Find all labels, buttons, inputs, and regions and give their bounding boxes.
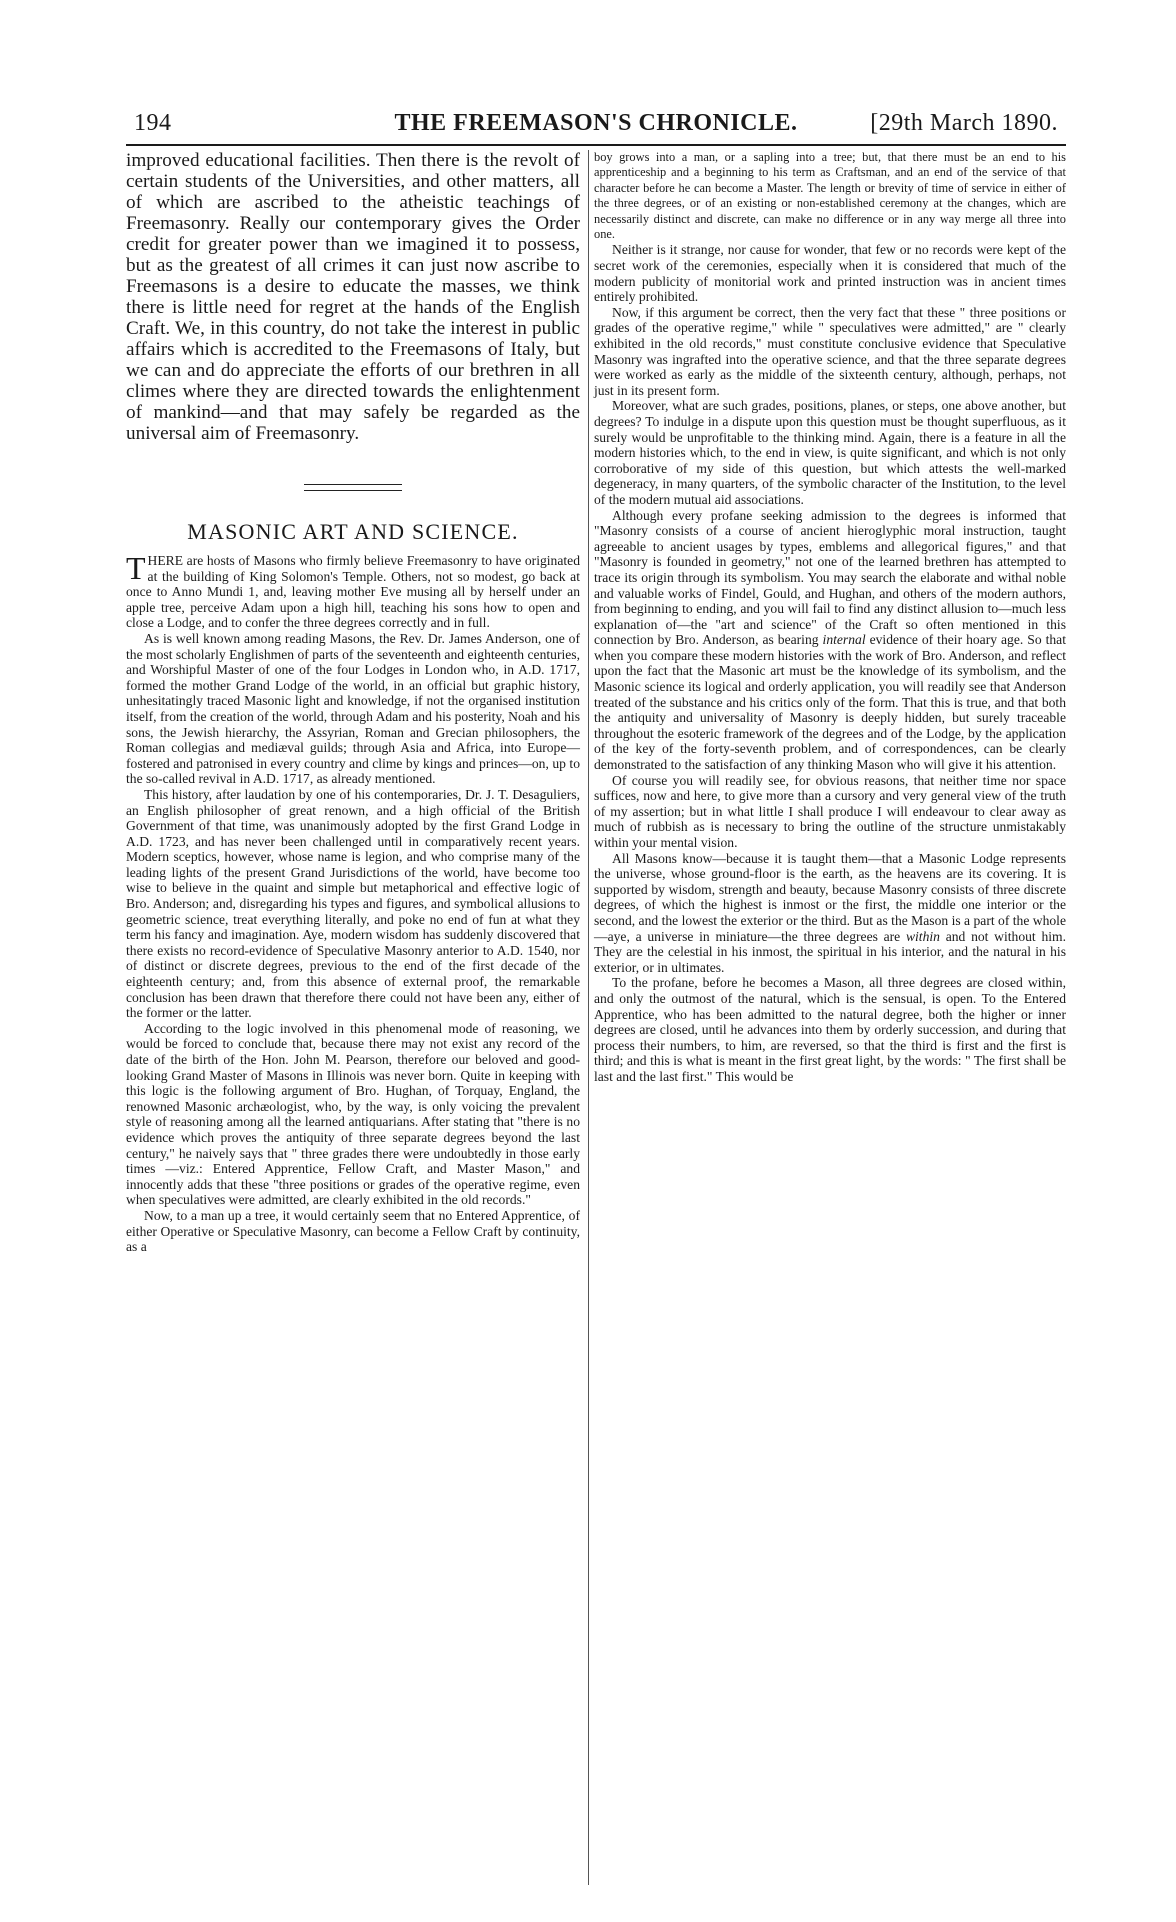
intro-paragraph: improved educational facilities. Then there is the revolt of certain students of the Universities, and other matters, all of which are ascribed to the atheistic teachings of Freemasonry. Really our contemporary gives the Order credit for greater power than we imagined it to possess, but as the greatest of all crimes it can just now ascribe to Freemasons is a desire to educate the masses, we think there is little need for regret at the hands of the English Craft. We, in this country, do not take the interest in public affairs which is accredited to the Freemasons of Italy, but we can and do appreciate the efforts of our brethren in all climes where they are directed towards the enlightenment of mankind—and that may safely be regarded as the universal aim of Freemasonry. bbox=[126, 150, 580, 444]
drop-cap: T bbox=[126, 550, 146, 586]
column-divider bbox=[588, 150, 589, 1885]
article-paragraph: THERE are hosts of Masons who firmly believe Freemasonry to have originated at the building of King Solomon's Temple. Others, not so modest, go back at once to Anno Mundi 1, and, leaving mother Eve musing all by herself under an apple tree, perceive Adam upon a high hill, teaching his sons how to open and close a Lodge, and to confer the three degrees correctly and in full. bbox=[126, 550, 580, 631]
article-paragraph: As is well known among reading Masons, the Rev. Dr. James Anderson, one of the most scholarly Englishmen of parts of the seventeenth and eighteenth centuries, and Worshipful Master of one of the four Lodges in London who, in A.D. 1717, formed the mother Grand Lodge of the world, in an official but graphic history, unhesitatingly traced Masonic light and knowledge, if not the organised institution itself, from the creation of the world, through Adam and his posterity, Noah and his sons, the Jewish hierarchy, the Assyrian, Roman and Grecian philosophers, the Roman collegias and mediæval guilds; through Asia and Africa, into Europe—fostered and patronised in every country and clime by kings and princes—on, up to the so-called revival in A.D. 1717, as already mentioned. bbox=[126, 630, 580, 787]
page-number: 194 bbox=[134, 110, 172, 136]
article-paragraph: Of course you will readily see, for obvious reasons, that neither time nor space suffices, now and here, to give more than a cursory and very general view of the truth of my assertion; but in what little I shall produce I will endeavour to clear away as much of rubbish as is necessary to bring the outline of the structure unmistakably within your mental vision. bbox=[594, 772, 1066, 850]
article-paragraph: According to the logic involved in this phenomenal mode of reasoning, we would be forced to conclude that, because there may not exist any record of the date of the birth of the Hon. John M. Pearson, therefore our beloved and good-looking Grand Master of Masons in Illinois was never born. Quite in keeping with this logic is the following argument of Bro. Hughan, of Torquay, England, the renowned Masonic archæologist, who, by the way, is only voicing the prevalent style of reasoning among all the learned antiquarians. After stating that "there is no evidence which proves the antiquity of three separate degrees beyond the last century," he naively says that " three grades there were undoubtedly in those early times —viz.: Entered Apprentice, Fellow Craft, and Master Mason," and innocently adds that these "three positions or grades of the operative regime, even when speculatives were admitted, are clearly exhibited in the old records." bbox=[126, 1020, 580, 1208]
article-paragraph: To the profane, before he becomes a Mason, all three degrees are closed within, and only the outmost of the natural, which is the sensual, is open. To the Entered Apprentice, who has been admitted to the natural degree, both the higher or inner degrees are closed, until he advances into them by orderly succession, and during that process their numbers, to him, are reversed, so that the third is first and the first is third; and this is what is meant in the first great light, by the words: " The first shall be last and the last first." This would be bbox=[594, 975, 1066, 1084]
article-paragraph: boy grows into a man, or a sapling into a tree; but, that there must be an end to his apprenticeship and a beginning to his term as Craftsman, and an end of the service of that character before he can become a Master. The length or brevity of time of service in either of the three degrees, or of an existing or non-established ceremony at the changes, which are necessarily distinct and discrete, can make no difference or in any way merge all three into one. bbox=[594, 150, 1066, 242]
article-paragraph: This history, after laudation by one of his contemporaries, Dr. J. T. Desaguliers, an English philosopher of great renown, and a high official of the British Government of that time, was unanimously adopted by the first Grand Lodge in A.D. 1723, and has never been challenged until in comparatively recent years. Modern sceptics, however, whose name is legion, and who comprise many of the leading lights of the present Grand Jurisdictions of the world, have become too wise to believe in the quaint and simple but metaphorical and effective logic of Bro. Anderson; and, disregarding his types and figures, and symbolical allusions to geometric science, treat everything literally, and poke no end of fun at what they term his fancy and imagination. Aye, modern wisdom has suddenly discovered that there exists no record-evidence of Speculative Masonry anterior to A.D. 1540, nor of distinct or discrete degrees, previous to the end of the first decade of the eighteenth century; and, from this absence of external proof, the remarkable conclusion has been drawn that therefore there could not have been any, either of the former or the latter. bbox=[126, 786, 580, 1021]
right-column bbox=[594, 150, 1066, 1085]
article-paragraph: Now, to a man up a tree, it would certainly seem that no Entered Apprentice, of either Operative or Speculative Masonry, can become a Fellow Craft by continuity, as a bbox=[126, 1207, 580, 1255]
left-column bbox=[126, 150, 580, 1255]
section-divider bbox=[304, 484, 402, 491]
issue-date: [29th March 1890. bbox=[870, 110, 1058, 136]
newspaper-title: THE FREEMASON'S CHRONICLE. bbox=[394, 110, 798, 136]
article-paragraph: Neither is it strange, nor cause for wonder, that few or no records were kept of the secret work of the ceremonies, especially when it is considered that much of the modern publicity of monitorial work and printed instruction was in ancient times entirely prohibited. bbox=[594, 242, 1066, 305]
article-paragraph: Although every profane seeking admission to the degrees is informed that "Masonry consists of a course of ancient hieroglyphic moral instruction, taught agreeable to ancient usages by types, emblems and allegorical figures," and that "Masonry is founded in geometry," not one of the learned brethren has attempted to trace its origin through its symbolism. You may search the elaborate and withal noble and valuable works of Findel, Gould, and Hughan, and others of the modern authors, from beginning to ending, and you will fail to find any distinct allusion to—much less explanation of—the "art and science" of the Craft so often mentioned in this connection by Bro. Anderson, as bearing internal evidence of their hoary age. So that when you compare these modern histories with the work of Bro. Anderson, and reflect upon the fact that the Masonic art must be the knowledge of its symbolism, and the Masonic science its logical and orderly application, you will readily see that Anderson treated of the substance and his critics only of the form. That this is true, and that both the antiquity and universality of Masonry is deeply hidden, but surely traceable throughout the esoteric framework of the degrees and of the Lodge, by the application of the key of the forty-seventh problem, and of correspondences, can be clearly demonstrated to the satisfaction of any thinking Mason who will give it his attention. bbox=[594, 507, 1066, 773]
italic-word: internal bbox=[822, 632, 866, 648]
small-type-block bbox=[594, 150, 1066, 242]
article-paragraph: All Masons know—because it is taught them—that a Masonic Lodge represents the universe, whose ground-floor is the earth, as the heavens are its covering. It is supported by wisdom, strength and beauty, because Masonry consists of three discrete degrees, of which the highest is inmost or the first, the middle one interior or the second, and the lowest the exterior or the third. But as the Mason is a part of the whole—aye, a universe in miniature—the three degrees are within and not without him. They are the celestial in his inmost, the spiritual in his interior, and the natural in his exterior, or in ultimates. bbox=[594, 850, 1066, 975]
editorial-continuation bbox=[126, 150, 580, 444]
article-body bbox=[126, 550, 580, 1255]
article-paragraph: Now, if this argument be correct, then the very fact that these " three positions or grades of the operative regime," while " speculatives were admitted," are " clearly exhibited in the old records," must constitute conclusive evidence that Speculative Masonry was ingrafted into the operative science, and that the three separate degrees were worked as early as the middle of the sixteenth century, although, perhaps, not just in its present form. bbox=[594, 304, 1066, 398]
article-paragraph: Moreover, what are such grades, positions, planes, or steps, one above another, but degrees? To indulge in a dispute upon this question must be thought superfluous, as it surely would be unprofitable to the thinking mind. Again, there is a feature in all the modern histories which, to the end in view, is quite significant, and which is not only corroborative of my side of this question, but which attests the well-marked degeneracy, in many quarters, of the symbolic character of the Institution, to the level of the modern mutual aid associations. bbox=[594, 398, 1066, 507]
italic-word: within bbox=[905, 928, 940, 944]
article-title: MASONIC ART AND SCIENCE. bbox=[187, 519, 519, 544]
page-header bbox=[126, 104, 1066, 146]
